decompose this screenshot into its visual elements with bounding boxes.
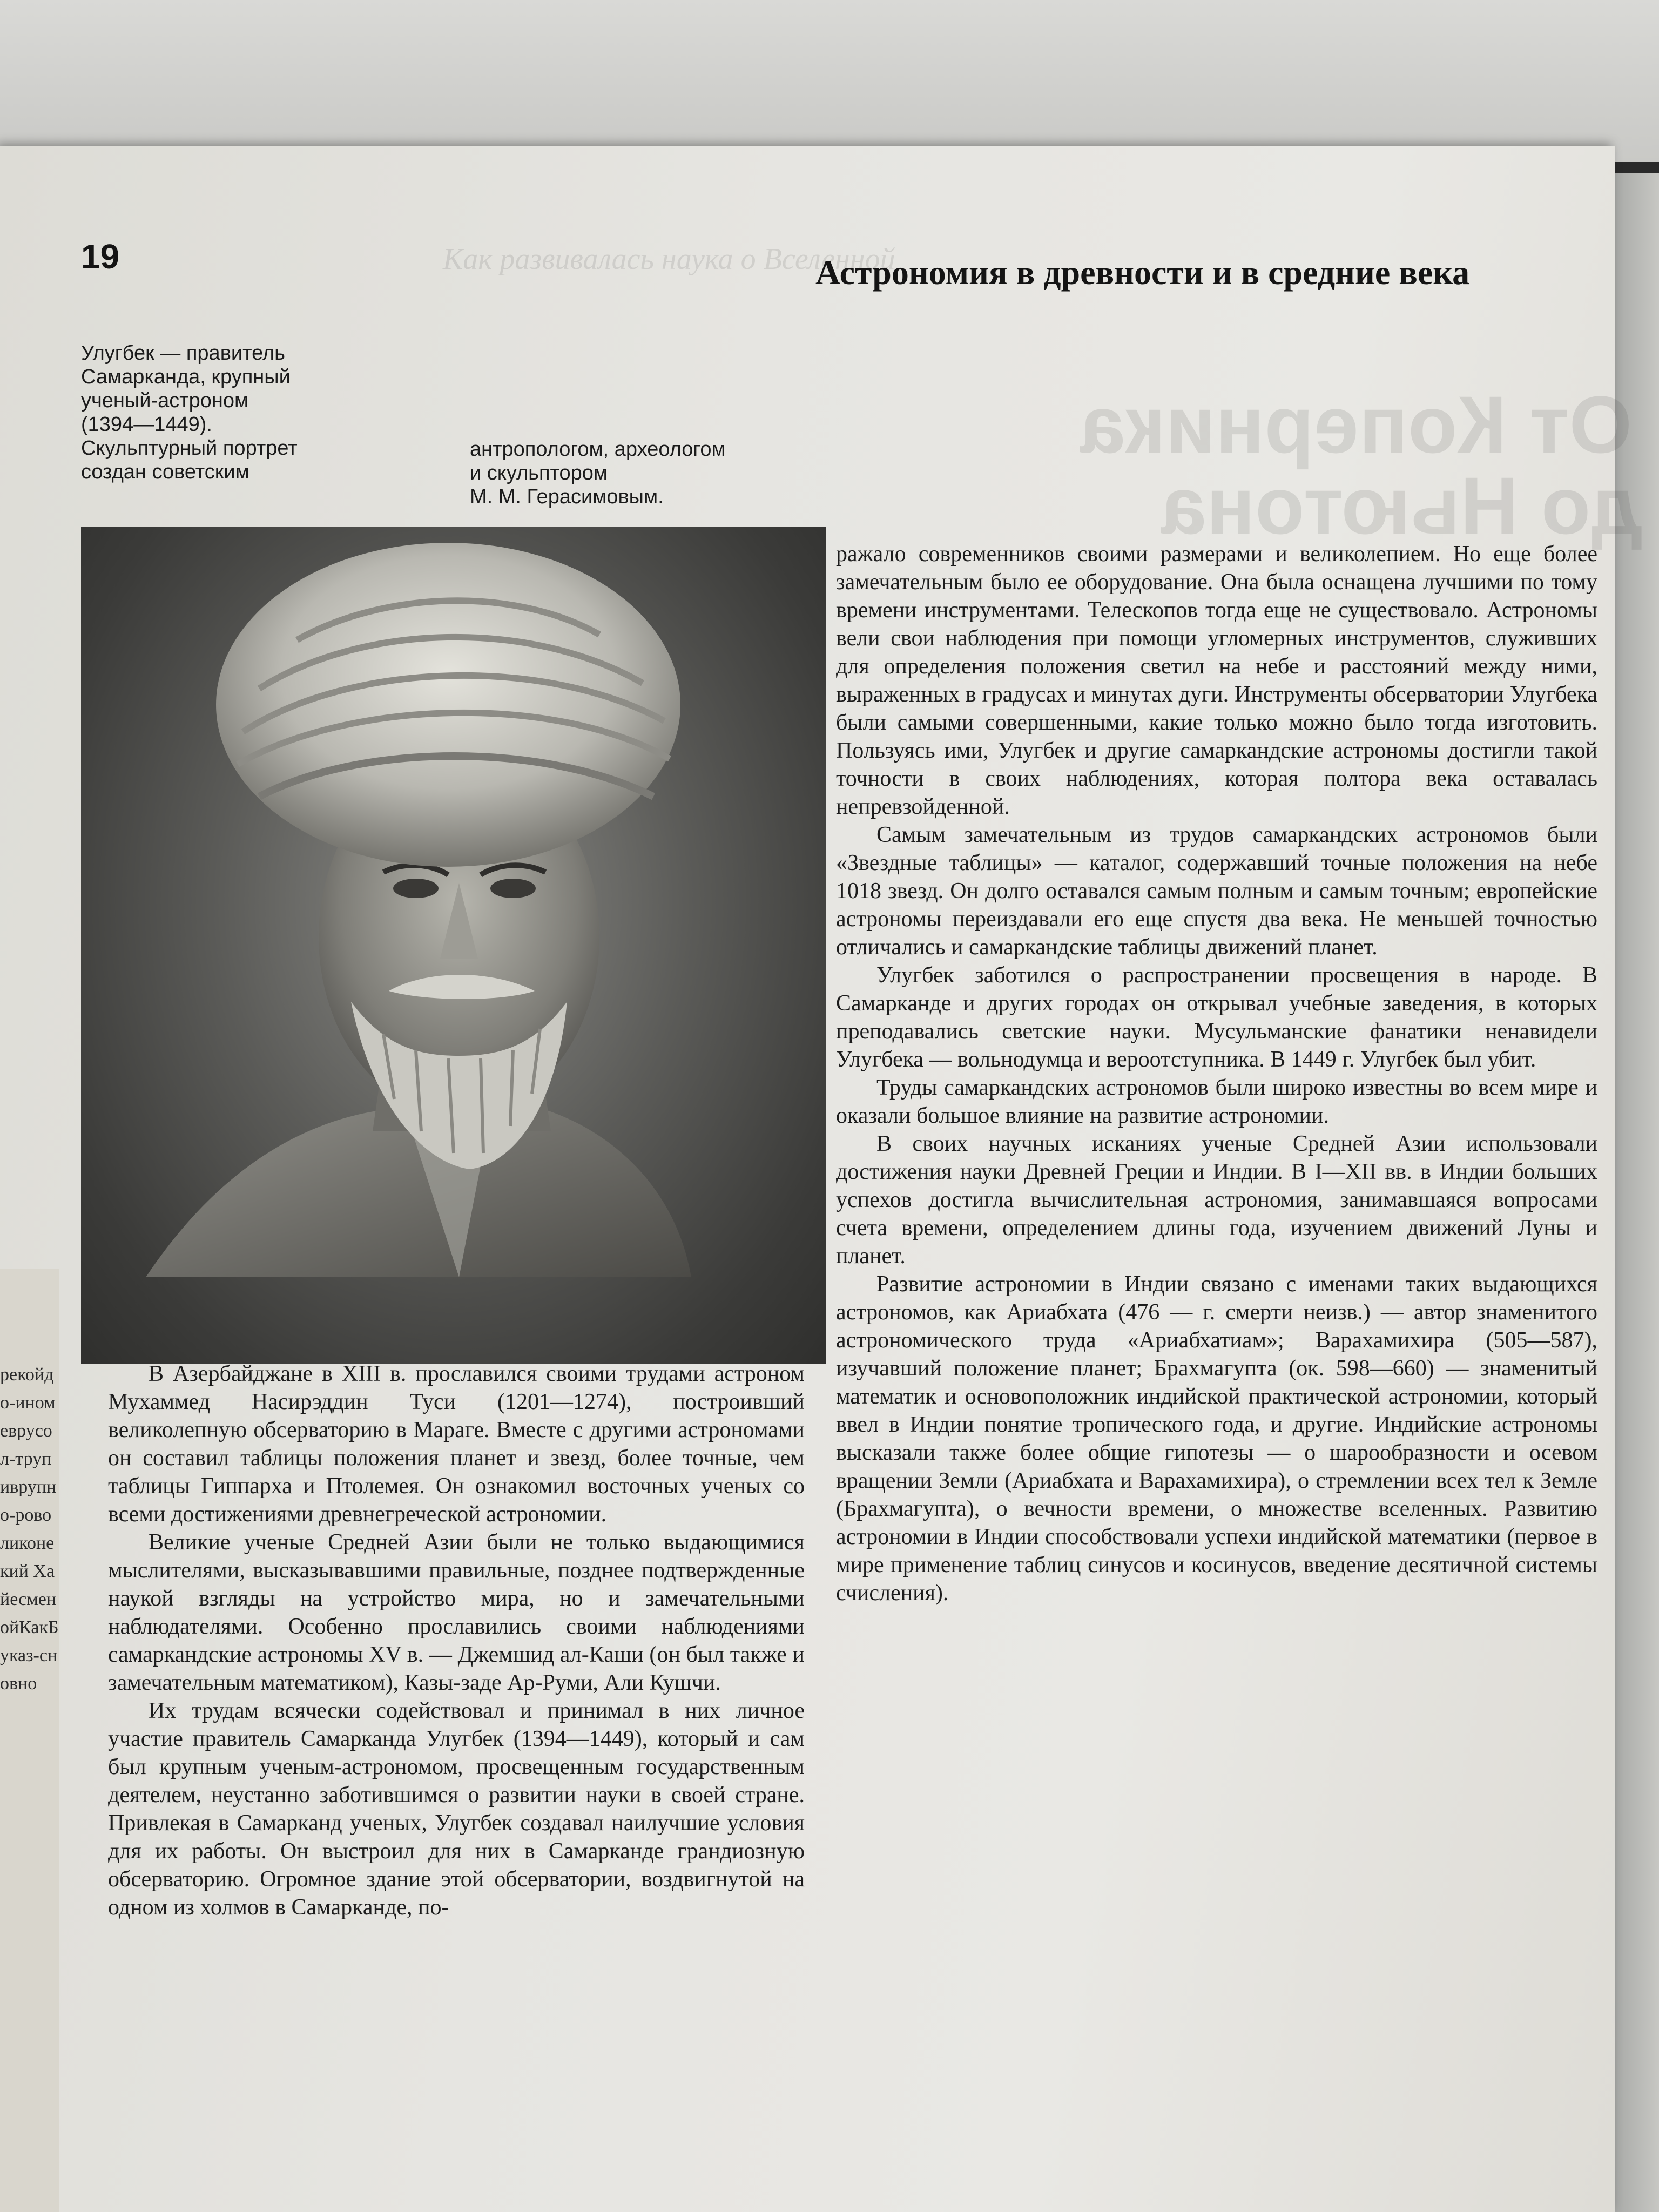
paragraph: Улугбек заботился о распространении просвещения в народе. В Самарканде и других городах он открывал учебные заведения, в которых преподавались светские науки. Мусульманские фанатики ненавидели Улугбека — вольнодумца и вероотступника. В 1449 г. Улугбек был убит. [836, 963, 1597, 1072]
ulugbek-portrait-icon [81, 527, 826, 1364]
paragraph: Развитие астрономии в Индии связано с именами таких выдающихся астрономов, как Ариабхата (476 — г. смерти неизв.) — автор знаменитого астрономического труда «Ариабхатиам»; Варахамихира (505—587), изучавший положение планет; Брахмагупта (ок. 598—660) — знаменитый математик и основоположник индийской практической астрономии, который ввел в Индии понятие тропического года, и другие. Индийские астрономы высказали также более общие гипотезы — о шарообразности и осевом вращении Земли (Ариабхата и Варахамихира), о стремлении всех тел к Земле (Брахмагупта), о вечности времени, о множестве вселенных. Развитию астрономии в Индии способствовали успехи индийской математики (первое в мире применение таблиц синусов и косинусов, введение десятичной системы счисления). [836, 1272, 1597, 1606]
paragraph: Самым замечательным из трудов самаркандских астрономов были «Звездные таблицы» — каталог, содержавший точные положения на небе 1018 звезд. Он долго оставался самым полным и самым точным; европейские астрономы переиздавали его еще спустя два века. Не меньшей точностью отличались и самаркандские таблицы движений планет. [836, 822, 1597, 960]
portrait-caption-right [470, 437, 726, 509]
caption-line: ученый-астроном [81, 389, 249, 412]
running-title: Астрономия в древности и в средние века [815, 253, 1470, 292]
caption-line: Самарканда, крупный [81, 366, 291, 388]
portrait-drawing [81, 527, 826, 1364]
show-through-text-heading-1: От Коперника [1080, 379, 1632, 470]
portrait-caption-left [81, 341, 298, 484]
caption-line: (1394—1449). [81, 413, 212, 436]
caption-line: антропологом, археологом [470, 438, 726, 461]
show-through-text-top: Как развивалась наука о Вселенной [443, 242, 895, 276]
text-column-right [836, 540, 1597, 1607]
page-number: 19 [81, 237, 120, 276]
text-column-left [108, 1360, 805, 1921]
paragraph: ражало современников своими размерами и великолепием. Но еще более замечательным было ее оборудование. Она была оснащена лучшими по тому времени инструментами. Телескопов тогда еще не существовало. Астрономы вели свои наблюдения при помощи угломерных инструментов, служивших для определения положения светил на небе и расстояний между ними, выраженных в градусах и минутах дуги. Инструменты обсерватории Улугбека были самыми совершенными, какие только можно было тогда изготовить. Пользуясь ими, Улугбек и другие самаркандские астрономы достигли такой точности в своих наблюдениях, которая полтора века оставалась непревзойденной. [836, 542, 1597, 819]
caption-line: Скульптурный портрет [81, 437, 298, 460]
underlying-page-text: рекойдо-иномеврусол-трупиврупно-роволиконекий ХайесменойКакБуказ-сновно [0, 1365, 59, 1694]
show-through-text-heading-2: до Ньютона [1161, 460, 1642, 551]
paragraph: В своих научных исканиях ученые Средней Азии использовали достижения науки Древней Греции и Индии. В I—XII вв. в Индии больших успехов достигла вычислительная астрономия, занимавшаяся вопросами счета времени, определением длины года, изучением движений Луны и планет. [836, 1131, 1597, 1269]
paragraph: Их трудам всячески содействовал и принимал в них личное участие правитель Самарканда Улугбек (1394—1449), который и сам был крупным ученым-астрономом, просвещенным государственным деятелем, неустанно заботившимся о развитии науки в своей стране. Привлекая в Самарканд ученых, Улугбек создавал наилучшие условия для их работы. Он выстроил для них в Самарканде грандиозную обсерваторию. Огромное здание этой обсерватории, воздвигнутой на одном из холмов в Самарканде, по- [108, 1698, 805, 1920]
caption-line: М. М. Герасимовым. [470, 485, 664, 508]
caption-line: создан советским [81, 461, 249, 483]
paragraph: В Азербайджане в XIII в. прославился своими трудами астроном Мухаммед Насирэддин Туси (1201—1274), построивший великолепную обсерваторию в Мараге. Вместе с другими астрономами он составил таблицы положения планет и звезд, более точные, чем таблицы Гиппарха и Птолемея. Он ознакомил восточных ученых со всеми достижениями древнегреческой астрономии. [108, 1361, 805, 1527]
caption-line: Улугбек — правитель [81, 342, 285, 365]
paragraph: Великие ученые Средней Азии были не только выдающимися мыслителями, высказывавшими правильные, позднее подтвержденные наукой взгляды на устройство мира, но и замечательными наблюдателями. Особенно прославились своими наблюдениями самаркандские астрономы XV в. — Джемшид ал-Каши (он был также и замечательным математиком), Казы-заде Ар-Руми, Али Кушчи. [108, 1530, 805, 1695]
paragraph: Труды самаркандских астрономов были широко известны во всем мире и оказали большое влияние на развитие астрономии. [836, 1075, 1597, 1128]
caption-line: и скульптором [470, 462, 608, 484]
background-top [0, 0, 1659, 162]
